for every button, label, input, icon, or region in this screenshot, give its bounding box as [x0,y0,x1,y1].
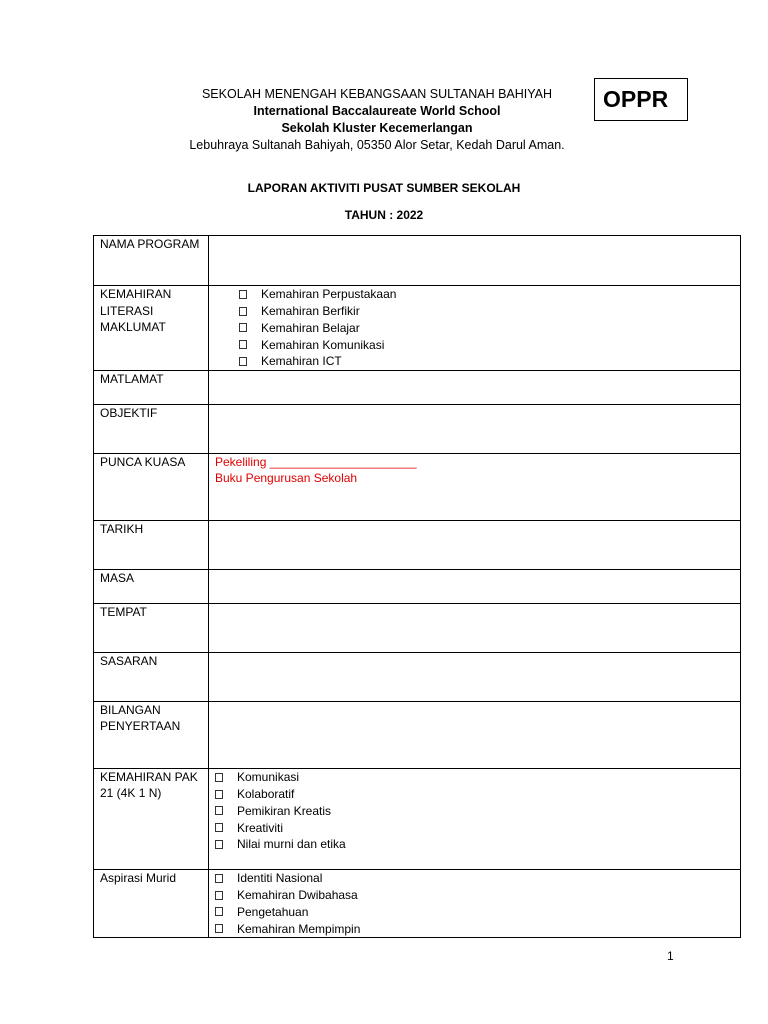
checkbox-icon[interactable] [215,891,223,900]
checkbox-icon[interactable] [239,340,247,349]
field-matlamat[interactable] [209,370,741,404]
row-tarikh [94,520,741,569]
checkbox-icon[interactable] [215,806,223,815]
row-punca-kuasa [94,453,741,520]
school-subtitle-cluster: Sekolah Kluster Kecemerlangan [281,121,473,135]
checkbox-icon[interactable] [239,323,247,332]
option-aspirasi[interactable]: Kemahiran Mempimpin [215,920,740,937]
row-masa [94,569,741,603]
field-tempat[interactable] [209,603,741,652]
field-aspirasi-murid [209,869,741,937]
school-address: Lebuhraya Sultanah Bahiyah, 05350 Alor Setar, Kedah Darul Aman. [189,138,565,152]
label-aspirasi-murid: Aspirasi Murid [94,869,209,937]
page-number: 1 [667,949,674,963]
field-kemahiran-pak21 [209,768,741,869]
row-objektif [94,404,741,453]
option-aspirasi[interactable]: Identiti Nasional [215,870,740,887]
option-pak21[interactable]: Kolaboratif [215,786,740,803]
field-punca-kuasa[interactable] [209,453,741,520]
option-pak21[interactable]: Komunikasi [215,769,740,786]
field-nama-program[interactable] [209,236,741,286]
field-sasaran[interactable] [209,652,741,701]
pekeliling-line: Pekeliling ______________________ [215,454,417,469]
checkbox-icon[interactable] [215,874,223,883]
literasi-options-list [215,286,740,370]
option-aspirasi[interactable]: Pengetahuan [215,904,740,921]
label-tempat: TEMPAT [94,603,209,652]
label-sasaran: SASARAN [94,652,209,701]
label-kemahiran-literasi: KEMAHIRAN LITERASI MAKLUMAT [94,286,209,371]
pak21-options-list [215,769,740,853]
field-tarikh[interactable] [209,520,741,569]
field-objektif[interactable] [209,404,741,453]
label-bilangan-penyertaan: BILANGAN PENYERTAAN [94,701,209,768]
row-aspirasi-murid [94,869,741,937]
option-pak21[interactable]: Nilai murni dan etika [215,836,740,853]
row-bilangan-penyertaan [94,701,741,768]
report-year: TAHUN : 2022 [344,208,424,222]
buku-pengurusan-line: Buku Pengurusan Sekolah [215,471,358,486]
checkbox-icon[interactable] [215,823,223,832]
school-subtitle-ib: International Baccalaureate World School [253,104,501,118]
option-literasi[interactable]: Kemahiran Belajar [215,320,740,337]
checkbox-icon[interactable] [215,790,223,799]
checkbox-icon[interactable] [215,924,223,933]
checkbox-icon[interactable] [239,307,247,316]
row-nama-program [94,236,741,286]
report-form-table [93,235,741,938]
checkbox-icon[interactable] [239,357,247,366]
field-masa[interactable] [209,569,741,603]
report-title: LAPORAN AKTIVITI PUSAT SUMBER SEKOLAH [247,181,521,195]
option-literasi[interactable]: Kemahiran ICT [215,353,740,370]
row-kemahiran-pak21 [94,768,741,869]
form-code-box: OPPR [594,78,688,121]
option-pak21[interactable]: Kreativiti [215,819,740,836]
option-aspirasi[interactable]: Kemahiran Dwibahasa [215,887,740,904]
option-literasi[interactable]: Kemahiran Berfikir [215,303,740,320]
label-matlamat: MATLAMAT [94,370,209,404]
label-kemahiran-pak21: KEMAHIRAN PAK 21 (4K 1 N) [94,768,209,869]
row-matlamat [94,370,741,404]
checkbox-icon[interactable] [215,773,223,782]
checkbox-icon[interactable] [239,290,247,299]
aspirasi-options-list [215,870,740,937]
option-literasi[interactable]: Kemahiran Perpustakaan [215,286,740,303]
label-nama-program: NAMA PROGRAM [94,236,209,286]
field-bilangan-penyertaan[interactable] [209,701,741,768]
row-kemahiran-literasi [94,286,741,371]
label-objektif: OBJEKTIF [94,404,209,453]
option-literasi[interactable]: Kemahiran Komunikasi [215,336,740,353]
row-tempat [94,603,741,652]
label-masa: MASA [94,569,209,603]
option-pak21[interactable]: Pemikiran Kreatis [215,803,740,820]
checkbox-icon[interactable] [215,907,223,916]
row-sasaran [94,652,741,701]
checkbox-icon[interactable] [215,840,223,849]
label-tarikh: TARIKH [94,520,209,569]
label-punca-kuasa: PUNCA KUASA [94,453,209,520]
field-kemahiran-literasi [209,286,741,371]
school-name: SEKOLAH MENENGAH KEBANGSAAN SULTANAH BAHIYAH [201,87,553,101]
